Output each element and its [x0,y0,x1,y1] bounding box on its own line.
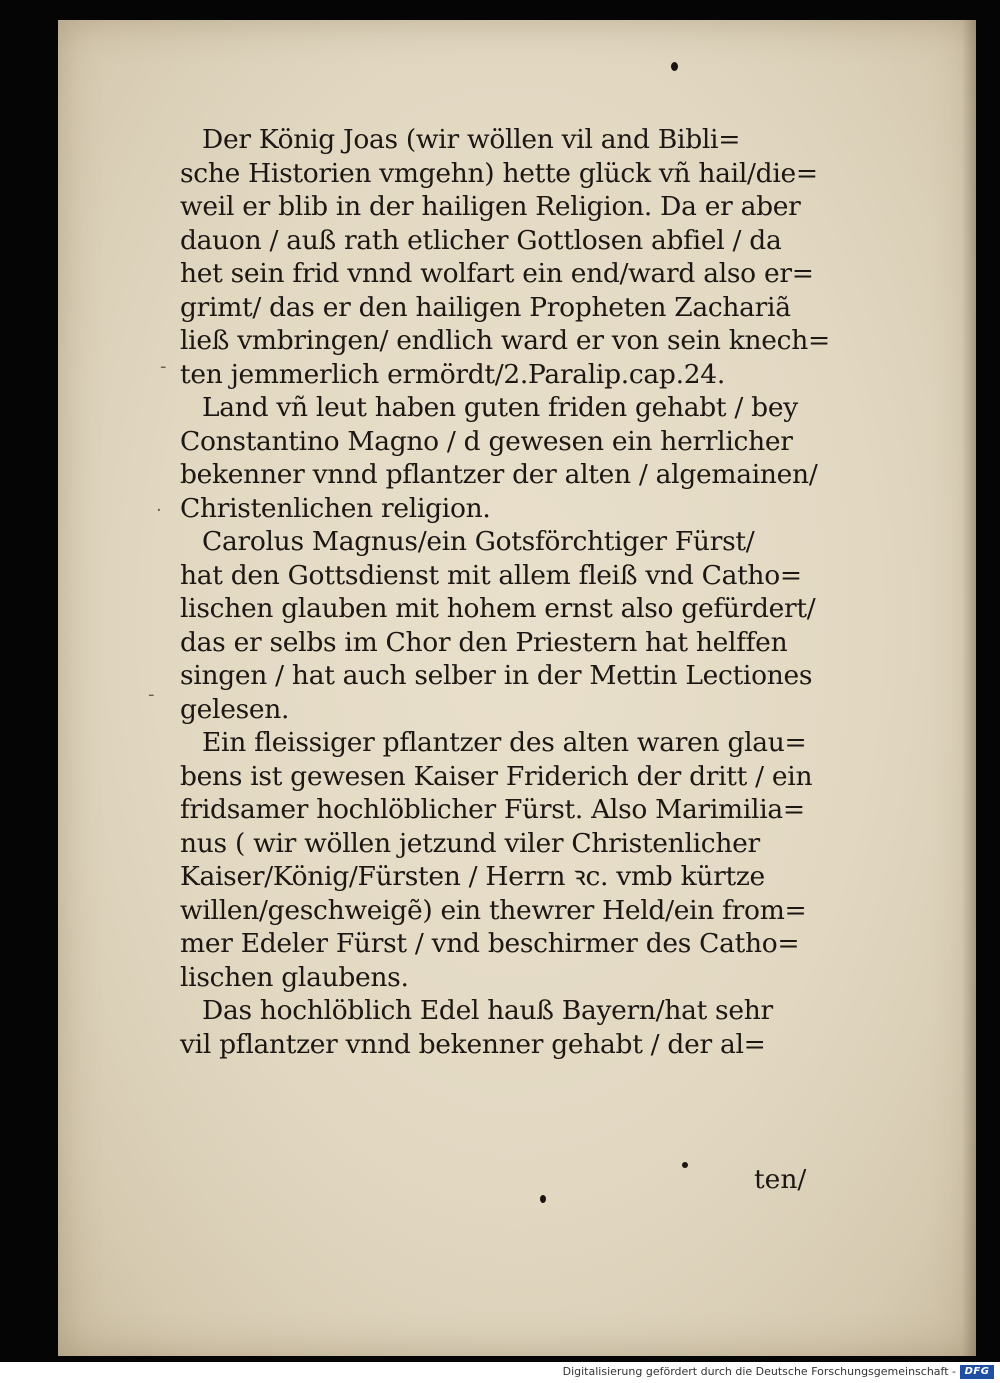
dfg-logo-icon: DFG [960,1365,994,1379]
text-line: bens ist gewesen Kaiser Friderich der dritt / ein [180,760,813,792]
paragraph [180,994,920,1061]
ink-spot [540,1195,546,1203]
paragraph [180,391,920,525]
paragraph [180,123,920,391]
text-line: Kaiser/König/Fürsten / Herrn ꝛc. vmb kürtze [180,861,765,892]
page-text [180,123,920,1061]
text-line: bekenner vnnd pflantzer der alten / algemainen/ [180,459,818,490]
text-line: ließ vmbringen/ endlich ward er von sein knech= [180,325,830,356]
text-line: sche Historien vmgehn) hette glück vñ hail/die= [180,157,818,189]
text-line: Land vñ leut haben guten friden gehabt / bey [202,392,798,423]
text-line: het sein frid vnnd wolfart ein end/ward also er= [180,258,814,289]
text-line: Constantino Magno / d gewesen ein herrlicher [180,425,793,457]
text-line: gelesen. [180,693,290,725]
margin-mark: - [148,684,155,705]
text-line: dauon / auß rath etlicher Gottlosen abfiel / da [180,224,782,256]
ink-spot [682,1162,688,1168]
text-line: Das hochlöblich Edel hauß Bayern/hat sehr [202,995,773,1026]
text-line: Der König Joas (wir wöllen vil and Bibli= [202,124,741,155]
text-line: mer Edeler Fürst / vnd beschirmer des Catho= [180,928,800,959]
text-line: fridsamer hochlöblicher Fürst. Also Marimilia= [180,794,805,825]
margin-mark: · [156,500,162,521]
text-line: lischen glaubens. [180,961,409,993]
text-line: Christenlichen religion. [180,492,491,524]
footer-bar [0,1362,1000,1383]
margin-mark: - [160,356,167,377]
text-line: singen / hat auch selber in der Mettin Lectiones [180,660,813,691]
ink-spot [671,62,678,71]
paragraph [180,525,920,726]
paragraph [180,726,920,994]
text-line: ten jemmerlich ermördt/2.Paralip.cap.24. [180,358,725,390]
text-line: lischen glauben mit hohem ernst also gefürdert/ [180,593,816,624]
funding-credit: Digitalisierung gefördert durch die Deutsche Forschungsgemeinschaft - [562,1365,956,1378]
catchword: ten/ [754,1164,807,1195]
text-line: nus ( wir wöllen jetzund viler Christenlicher [180,827,760,859]
text-line: grimt/ das er den hailigen Propheten Zachariã [180,291,791,323]
text-line: hat den Gottsdienst mit allem fleiß vnd Catho= [180,559,802,591]
page-edge-shadow [962,20,976,1356]
text-line: das er selbs im Chor den Priestern hat helffen [180,626,788,658]
text-line: weil er blib in der hailigen Religion. Da er aber [180,191,801,222]
text-line: Ein fleissiger pflantzer des alten waren glau= [202,727,807,758]
text-line: vil pflantzer vnnd bekenner gehabt / der al= [180,1028,766,1060]
text-line: Carolus Magnus/ein Gotsförchtiger Fürst/ [202,526,755,557]
text-line: willen/geschweigẽ) ein thewrer Held/ein from= [180,894,807,926]
